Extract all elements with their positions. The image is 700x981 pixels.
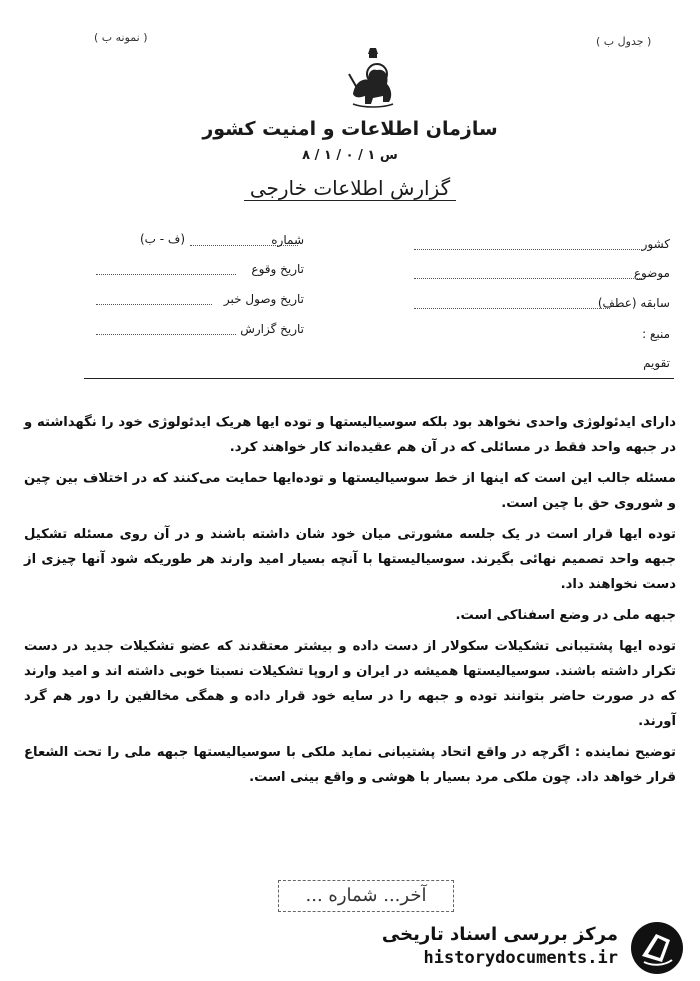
field-receipt-date-line (96, 292, 212, 305)
field-background-label: سابقه (عطف) (597, 296, 670, 310)
body-paragraph: مسئله جالب این است که اینها از خط سوسیالیستها و توده‌ایها حمایت می‌کنند که در اختلاف بین چین و شوروی حق با چین است. (24, 471, 676, 511)
organization-name: سازمان اطلاعات و امنیت کشور (202, 118, 498, 140)
field-subject-line (414, 266, 642, 279)
corner-label-left: ( نمونه ب ) (94, 31, 148, 44)
body-paragraph: دارای ایدئولوژی واحدی نخواهد بود بلکه سوسیالیستها و توده ایها هریک ایدئولوژی خود را نگهداشته و در جبهه واحد فقط در مسائلی که در آن هم عقیده‌اند کار خواهند کرد. (24, 415, 676, 455)
report-body (24, 410, 676, 796)
body-paragraph: جبهه ملی در وضع اسفناکی است. (455, 608, 676, 623)
corner-label-right: ( جدول ب ) (596, 35, 652, 48)
field-country-label: کشور (641, 237, 670, 251)
lion-sun-emblem-icon (343, 44, 403, 110)
field-receipt-date-label: تاریخ وصول خبر (223, 292, 304, 306)
site-url[interactable]: historydocuments.ir (423, 948, 618, 968)
body-paragraph: توضیح نماینده : اگرچه در واقع اتحاد پشتیبانی نماید ملکی با سوسیالیستها جبهه ملی را تحت الشعاع قرار خواهد داد. چون ملکی مرد بسیار با هوشی و واقع بینی است. (24, 745, 676, 785)
field-event-date-label: تاریخ وقوع (251, 262, 304, 276)
field-subject-label: موضوع (633, 266, 670, 280)
field-number-line (190, 233, 298, 246)
body-paragraph: توده ایها پشتیبانی تشکیلات سکولار از دست داده و بیشتر معتقدند که عضو تشکیلات جدید در دست تکرار داشته باشند. سوسیالیستها همیشه در ایران و اروپا تشکیلات نسبتا خوبی داشته اند و امید وارند که در صورت حاضر بتوانند توده و جبهه را در سایه خود قرار داده و همگی مخالفین را دور هم گرد آورند. (24, 639, 676, 729)
field-country-line (414, 237, 642, 250)
field-evaluation-label: تقویم (643, 356, 670, 370)
report-title: گزارش اطلاعات خارجی (0, 176, 700, 200)
field-number-suffix: (ف - ب) (139, 232, 185, 246)
field-background-line (414, 296, 610, 309)
handwritten-signature-stamp: آخر... شماره ... (278, 880, 454, 912)
archive-logo-icon (626, 920, 688, 976)
field-report-date-line (96, 322, 236, 335)
field-event-date-line (96, 262, 236, 275)
field-source-label: منبع : (642, 327, 670, 341)
document-code: س ۱ / ۰ / ۱ / ۸ (302, 148, 398, 163)
site-name: مرکز بررسی اسناد تاریخی (381, 924, 618, 945)
body-paragraph: توده ایها قرار است در یک جلسه مشورتی میان خود شان داشته باشند و در آن روی مسئله تشکیل جبهه واحد تصمیم نهائی بگیرند. سوسیالیستها با آنچه بسیار امید وارند هر طوریکه شود آنها چیزی از دست نخواهند داد. (24, 527, 676, 592)
field-report-date-label: تاریخ گزارش (240, 322, 304, 336)
divider-line (84, 378, 674, 379)
field-number-label: شماره (271, 233, 304, 247)
